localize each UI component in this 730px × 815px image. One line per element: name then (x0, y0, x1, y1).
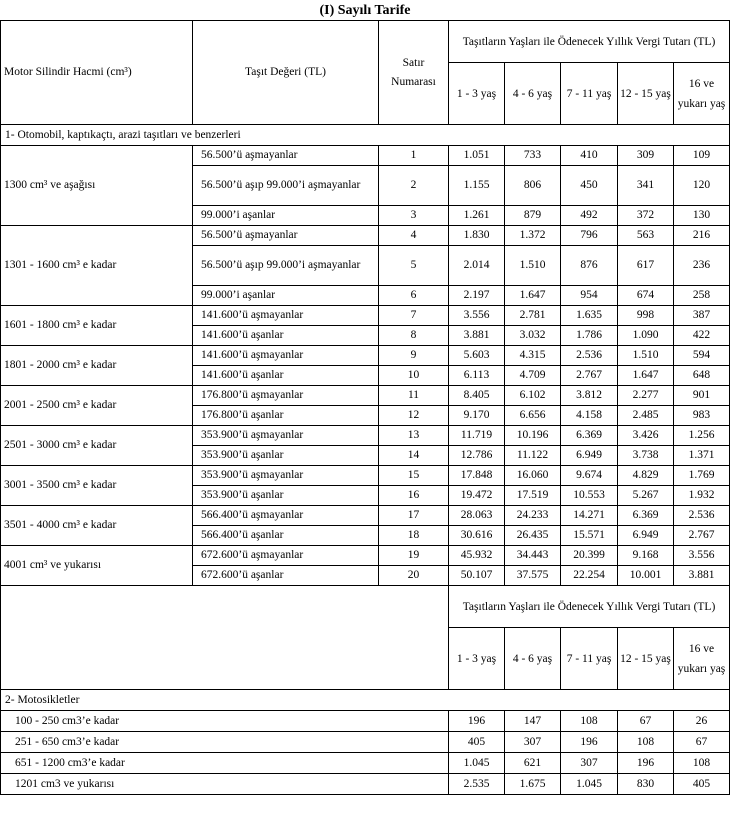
tax-amount-cell: 1.647 (618, 366, 674, 386)
tax-amount-cell: 983 (674, 406, 730, 426)
engine-class-label: 2001 - 2500 cm³ e kadar (1, 386, 193, 426)
tariff-table (0, 20, 730, 795)
tax-amount-cell: 2.485 (618, 406, 674, 426)
engine-class-label: 1301 - 1600 cm³ e kadar (1, 226, 193, 306)
tax-amount-cell: 22.254 (561, 566, 618, 586)
tax-amount-cell: 2.767 (674, 526, 730, 546)
tax-amount-cell: 617 (618, 246, 674, 286)
tax-amount-cell: 108 (618, 732, 674, 753)
section-title: 2- Motosikletler (1, 690, 730, 711)
table-row (1, 774, 730, 795)
header-row (1, 586, 730, 628)
table-row (1, 426, 730, 446)
row-number-cell: 17 (379, 506, 449, 526)
vehicle-value-cell: 56.500’ü aşıp 99.000’i aşmayanlar (193, 166, 379, 206)
tax-amount-cell: 648 (674, 366, 730, 386)
tax-amount-cell: 147 (505, 711, 561, 732)
tax-amount-cell: 17.848 (449, 466, 505, 486)
tax-amount-cell: 830 (618, 774, 674, 795)
tax-amount-cell: 876 (561, 246, 618, 286)
tax-amount-cell: 19.472 (449, 486, 505, 506)
header-tax-group: Taşıtların Yaşları ile Ödenecek Yıllık Vergi Tutarı (TL) (449, 586, 730, 628)
tax-amount-cell: 4.709 (505, 366, 561, 386)
table-row (1, 146, 730, 166)
header-age: 7 - 11 yaş (561, 63, 618, 125)
row-number-cell: 9 (379, 346, 449, 366)
tax-amount-cell: 1.510 (618, 346, 674, 366)
header-age: 7 - 11 yaş (561, 628, 618, 690)
tax-amount-cell: 2.197 (449, 286, 505, 306)
tax-amount-cell: 108 (674, 753, 730, 774)
header-age: 16 ve yukarı yaş (674, 63, 730, 125)
vehicle-value-cell: 56.500’ü aşmayanlar (193, 146, 379, 166)
tax-amount-cell: 3.426 (618, 426, 674, 446)
table-row (1, 386, 730, 406)
section-row (1, 125, 730, 146)
table-row (1, 306, 730, 326)
tax-amount-cell: 6.656 (505, 406, 561, 426)
tax-amount-cell: 341 (618, 166, 674, 206)
tax-amount-cell: 30.616 (449, 526, 505, 546)
table-row (1, 711, 730, 732)
table-row (1, 732, 730, 753)
vehicle-value-cell: 353.900’ü aşmayanlar (193, 466, 379, 486)
blank-cell (1, 586, 449, 690)
motorcycle-class-label: 1201 cm3 ve yukarısı (1, 774, 449, 795)
vehicle-value-cell: 353.900’ü aşanlar (193, 486, 379, 506)
tax-amount-cell: 108 (561, 711, 618, 732)
tax-amount-cell: 11.719 (449, 426, 505, 446)
tax-amount-cell: 410 (561, 146, 618, 166)
tax-amount-cell: 34.443 (505, 546, 561, 566)
tax-amount-cell: 1.261 (449, 206, 505, 226)
tax-amount-cell: 67 (618, 711, 674, 732)
tax-amount-cell: 67 (674, 732, 730, 753)
tax-amount-cell: 1.932 (674, 486, 730, 506)
tax-amount-cell: 2.536 (561, 346, 618, 366)
table-row (1, 546, 730, 566)
header-row-number: Satır Numarası (379, 21, 449, 125)
motorcycle-class-label: 651 - 1200 cm3’e kadar (1, 753, 449, 774)
vehicle-value-cell: 141.600’ü aşmayanlar (193, 346, 379, 366)
tax-amount-cell: 109 (674, 146, 730, 166)
tax-amount-cell: 1.786 (561, 326, 618, 346)
tax-amount-cell: 309 (618, 146, 674, 166)
tax-amount-cell: 10.001 (618, 566, 674, 586)
tax-amount-cell: 1.510 (505, 246, 561, 286)
tax-amount-cell: 307 (561, 753, 618, 774)
vehicle-value-cell: 141.600’ü aşanlar (193, 366, 379, 386)
tax-amount-cell: 24.233 (505, 506, 561, 526)
tax-amount-cell: 45.932 (449, 546, 505, 566)
tax-amount-cell: 26 (674, 711, 730, 732)
tax-amount-cell: 9.170 (449, 406, 505, 426)
tax-amount-cell: 9.674 (561, 466, 618, 486)
tax-amount-cell: 12.786 (449, 446, 505, 466)
vehicle-value-cell: 99.000’i aşanlar (193, 206, 379, 226)
row-number-cell: 15 (379, 466, 449, 486)
row-number-cell: 4 (379, 226, 449, 246)
tax-amount-cell: 196 (618, 753, 674, 774)
tax-amount-cell: 1.675 (505, 774, 561, 795)
vehicle-value-cell: 566.400’ü aşmayanlar (193, 506, 379, 526)
tax-amount-cell: 372 (618, 206, 674, 226)
section-title: 1- Otomobil, kaptıkaçtı, arazi taşıtları ve benzerleri (1, 125, 730, 146)
engine-class-label: 4001 cm³ ve yukarısı (1, 546, 193, 586)
tax-amount-cell: 998 (618, 306, 674, 326)
tax-amount-cell: 3.881 (449, 326, 505, 346)
tax-amount-cell: 563 (618, 226, 674, 246)
tax-amount-cell: 1.090 (618, 326, 674, 346)
tax-amount-cell: 6.369 (561, 426, 618, 446)
row-number-cell: 12 (379, 406, 449, 426)
tax-amount-cell: 6.949 (561, 446, 618, 466)
header-age: 4 - 6 yaş (505, 63, 561, 125)
header-age: 12 - 15 yaş (618, 63, 674, 125)
tax-amount-cell: 16.060 (505, 466, 561, 486)
tax-amount-cell: 387 (674, 306, 730, 326)
table-row (1, 506, 730, 526)
tax-amount-cell: 3.556 (674, 546, 730, 566)
tax-amount-cell: 4.315 (505, 346, 561, 366)
table-row (1, 346, 730, 366)
tax-amount-cell: 405 (674, 774, 730, 795)
table-row (1, 466, 730, 486)
row-number-cell: 14 (379, 446, 449, 466)
tax-amount-cell: 11.122 (505, 446, 561, 466)
header-value: Taşıt Değeri (TL) (193, 21, 379, 125)
tax-amount-cell: 3.812 (561, 386, 618, 406)
vehicle-value-cell: 353.900’ü aşanlar (193, 446, 379, 466)
engine-class-label: 2501 - 3000 cm³ e kadar (1, 426, 193, 466)
tax-amount-cell: 37.575 (505, 566, 561, 586)
tax-amount-cell: 196 (449, 711, 505, 732)
row-number-cell: 11 (379, 386, 449, 406)
vehicle-value-cell: 56.500’ü aşıp 99.000’i aşmayanlar (193, 246, 379, 286)
table-row (1, 226, 730, 246)
tax-amount-cell: 2.781 (505, 306, 561, 326)
tax-amount-cell: 1.769 (674, 466, 730, 486)
vehicle-value-cell: 566.400’ü aşanlar (193, 526, 379, 546)
row-number-cell: 3 (379, 206, 449, 226)
tax-amount-cell: 1.045 (449, 753, 505, 774)
motorcycle-class-label: 251 - 650 cm3’e kadar (1, 732, 449, 753)
section-row (1, 690, 730, 711)
tax-amount-cell: 901 (674, 386, 730, 406)
tax-amount-cell: 4.829 (618, 466, 674, 486)
tax-amount-cell: 14.271 (561, 506, 618, 526)
motorcycle-class-label: 100 - 250 cm3’e kadar (1, 711, 449, 732)
header-age: 4 - 6 yaş (505, 628, 561, 690)
header-age: 1 - 3 yaş (449, 63, 505, 125)
vehicle-value-cell: 141.600’ü aşanlar (193, 326, 379, 346)
tax-amount-cell: 258 (674, 286, 730, 306)
tax-amount-cell: 2.535 (449, 774, 505, 795)
tax-amount-cell: 1.256 (674, 426, 730, 446)
row-number-cell: 13 (379, 426, 449, 446)
tax-amount-cell: 196 (561, 732, 618, 753)
tax-amount-cell: 6.949 (618, 526, 674, 546)
vehicle-value-cell: 176.800’ü aşmayanlar (193, 386, 379, 406)
row-number-cell: 8 (379, 326, 449, 346)
tax-amount-cell: 236 (674, 246, 730, 286)
vehicle-value-cell: 353.900’ü aşmayanlar (193, 426, 379, 446)
tax-amount-cell: 10.553 (561, 486, 618, 506)
tax-amount-cell: 120 (674, 166, 730, 206)
row-number-cell: 5 (379, 246, 449, 286)
row-number-cell: 1 (379, 146, 449, 166)
header-age: 16 ve yukarı yaş (674, 628, 730, 690)
tax-amount-cell: 6.102 (505, 386, 561, 406)
tax-amount-cell: 1.155 (449, 166, 505, 206)
tax-amount-cell: 20.399 (561, 546, 618, 566)
tax-amount-cell: 954 (561, 286, 618, 306)
tax-amount-cell: 405 (449, 732, 505, 753)
tax-amount-cell: 4.158 (561, 406, 618, 426)
tax-amount-cell: 2.536 (674, 506, 730, 526)
tax-amount-cell: 50.107 (449, 566, 505, 586)
engine-class-label: 3001 - 3500 cm³ e kadar (1, 466, 193, 506)
tax-amount-cell: 6.113 (449, 366, 505, 386)
tax-amount-cell: 806 (505, 166, 561, 206)
tax-amount-cell: 1.635 (561, 306, 618, 326)
header-age: 12 - 15 yaş (618, 628, 674, 690)
tax-amount-cell: 2.767 (561, 366, 618, 386)
tax-amount-cell: 8.405 (449, 386, 505, 406)
row-number-cell: 2 (379, 166, 449, 206)
engine-class-label: 3501 - 4000 cm³ e kadar (1, 506, 193, 546)
vehicle-value-cell: 672.600’ü aşmayanlar (193, 546, 379, 566)
engine-class-label: 1601 - 1800 cm³ e kadar (1, 306, 193, 346)
table-row (1, 753, 730, 774)
vehicle-value-cell: 141.600’ü aşmayanlar (193, 306, 379, 326)
tax-amount-cell: 1.051 (449, 146, 505, 166)
tax-amount-cell: 450 (561, 166, 618, 206)
tax-amount-cell: 307 (505, 732, 561, 753)
tax-amount-cell: 1.647 (505, 286, 561, 306)
vehicle-value-cell: 99.000’i aşanlar (193, 286, 379, 306)
tax-amount-cell: 594 (674, 346, 730, 366)
tax-amount-cell: 2.277 (618, 386, 674, 406)
tax-amount-cell: 130 (674, 206, 730, 226)
tax-amount-cell: 26.435 (505, 526, 561, 546)
tax-amount-cell: 3.881 (674, 566, 730, 586)
header-row (1, 21, 730, 63)
tax-amount-cell: 674 (618, 286, 674, 306)
tax-amount-cell: 9.168 (618, 546, 674, 566)
vehicle-value-cell: 672.600’ü aşanlar (193, 566, 379, 586)
tax-amount-cell: 1.045 (561, 774, 618, 795)
tax-amount-cell: 6.369 (618, 506, 674, 526)
tax-amount-cell: 5.603 (449, 346, 505, 366)
row-number-cell: 6 (379, 286, 449, 306)
header-motor: Motor Silindir Hacmi (cm³) (1, 21, 193, 125)
row-number-cell: 16 (379, 486, 449, 506)
tax-amount-cell: 492 (561, 206, 618, 226)
row-number-cell: 20 (379, 566, 449, 586)
tax-amount-cell: 3.032 (505, 326, 561, 346)
header-age: 1 - 3 yaş (449, 628, 505, 690)
vehicle-value-cell: 56.500’ü aşmayanlar (193, 226, 379, 246)
header-tax-group: Taşıtların Yaşları ile Ödenecek Yıllık Vergi Tutarı (TL) (449, 21, 730, 63)
vehicle-value-cell: 176.800’ü aşanlar (193, 406, 379, 426)
tax-amount-cell: 879 (505, 206, 561, 226)
tax-amount-cell: 17.519 (505, 486, 561, 506)
tax-amount-cell: 5.267 (618, 486, 674, 506)
tax-amount-cell: 28.063 (449, 506, 505, 526)
tax-amount-cell: 422 (674, 326, 730, 346)
tax-amount-cell: 2.014 (449, 246, 505, 286)
engine-class-label: 1300 cm³ ve aşağısı (1, 146, 193, 226)
tax-amount-cell: 1.830 (449, 226, 505, 246)
tax-amount-cell: 3.556 (449, 306, 505, 326)
engine-class-label: 1801 - 2000 cm³ e kadar (1, 346, 193, 386)
tax-amount-cell: 621 (505, 753, 561, 774)
tax-amount-cell: 216 (674, 226, 730, 246)
tax-amount-cell: 1.372 (505, 226, 561, 246)
page-title: (I) Sayılı Tarife (319, 3, 411, 18)
row-number-cell: 10 (379, 366, 449, 386)
tax-amount-cell: 733 (505, 146, 561, 166)
row-number-cell: 19 (379, 546, 449, 566)
tax-amount-cell: 15.571 (561, 526, 618, 546)
row-number-cell: 7 (379, 306, 449, 326)
tax-amount-cell: 796 (561, 226, 618, 246)
tax-amount-cell: 1.371 (674, 446, 730, 466)
tax-amount-cell: 3.738 (618, 446, 674, 466)
tax-amount-cell: 10.196 (505, 426, 561, 446)
row-number-cell: 18 (379, 526, 449, 546)
